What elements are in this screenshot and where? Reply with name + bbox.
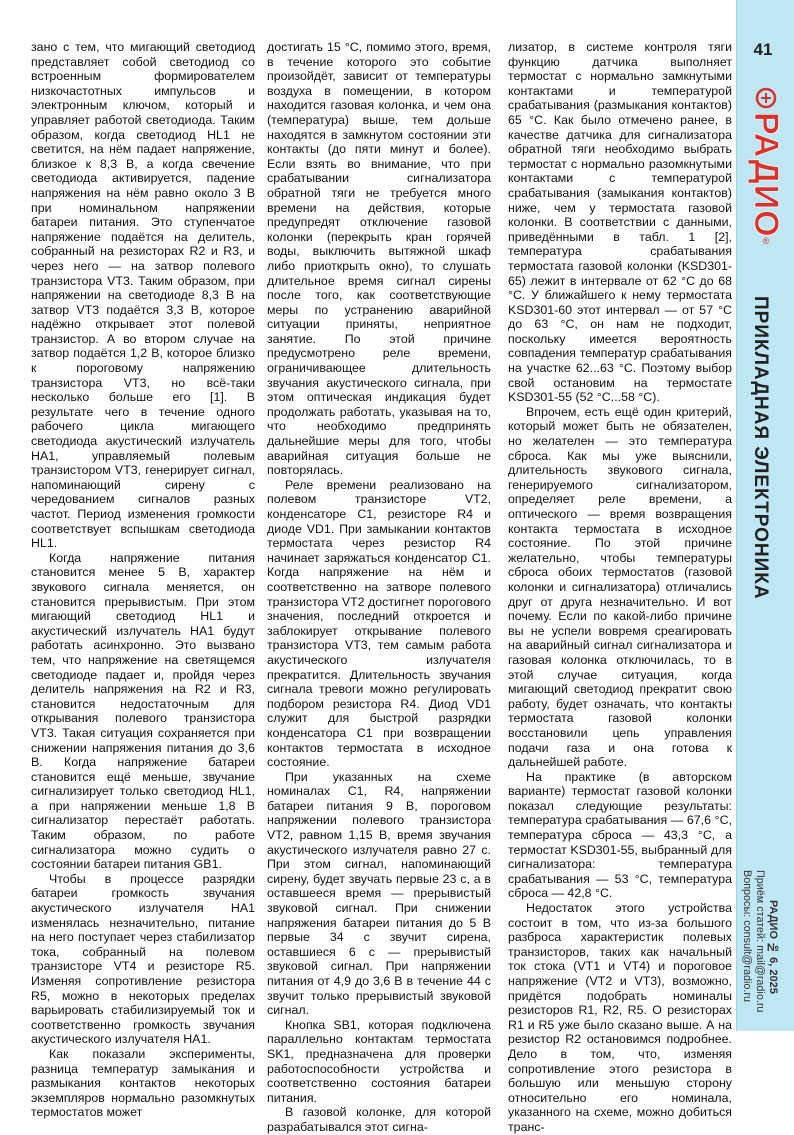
text-column-3 (508, 40, 732, 1135)
logo-wordmark: РАДИО (747, 112, 785, 238)
paragraph: Когда напряжение питания становится менее 5 В, характер звукового сигнала меняется, он становится прерывистым. При этом мигающий светодиод HL1 и акустический излучатель HA1 будут работать асинхронно. Это вызвано тем, что напряжение на светящемся светодиоде падает и, пройдя через делитель напряжения на R2 и R3, становится недостаточным для открывания полевого транзистора VT3. Такая ситуация сохраняется при снижении напряжения питания до 3,6 В. Когда напряжение батареи становится ещё меньше, звучание сигнализирует только светодиод HL1, а при напряжении меньше 1,8 В сигнализатор перестаёт работать. Таким образом, по работе сигнализатора можно судить о состоянии батареи питания GB1. (31, 550, 255, 872)
text-column-2 (267, 40, 491, 1135)
paragraph: зано с тем, что мигающий светодиод представляет собой светодиод со встроенным формирователем низкочастотных импульсов и электронным ключом, который и управляет работой светодиода. Таким образом, когда светодиод HL1 не светится, на нём падает напряжение, близкое к 8,3 В, а когда свечение светодиода активируется, падение напряжения на нём равно около 3 В при номинальном напряжении батареи питания. Это ступенчатое напряжение подаётся на делитель, собранный на резисторах R2 и R3, и через него — на затвор полевого транзистора VT3. Таким образом, при напряжении на светодиоде 8,3 В на затвор VT3 подаётся 3,3 В, которое надёжно открывает этот полевой транзистор. А во втором случае на затвор подаётся 1,2 В, которое близко к пороговому напряжению транзистора VT3, но всё-таки несколько больше его [1]. В результате чего в течение одного рабочего цикла мигающего светодиода акустический излучатель HA1, управляемый полевым транзистором VT3, генерирует сигнал, напоминающий сирену с чередованием сигналов разных частот. Период изменения громкости соответствует вспышкам светодиода HL1. (31, 40, 255, 551)
contacts-line-1: Приём статей: mail@radio.ru (754, 870, 766, 1013)
issue-label: РАДИО № 6, 2025 (767, 900, 779, 994)
contacts-line-2: Вопросы: consult@radio.ru (741, 870, 753, 1002)
section-title: ПРИКЛАДНАЯ ЭЛЕКТРОНИКА (750, 296, 771, 600)
paragraph: В газовой колонке, для которой разрабатывался этот сигна- (267, 1105, 491, 1134)
paragraph: Чтобы в процессе разрядки батареи громкость звучания акустического излучателя HA1 изменялась незначительно, питание на него поступает через стабилизатор тока, собранный на полевом транзисторе VT4 и резисторе R5. Изменяя сопротивление резистора R5, можно в некоторых пределах варьировать стабилизируемый ток и соответственно громкость звучания акустического излучателя HA1. (31, 871, 255, 1047)
paragraph: Как показали эксперименты, разница температур замыкания и размыкания контактов некоторых экземпляров нормально разомкнутых термостатов может (31, 1046, 255, 1120)
paragraph: достигать 15 °С, помимо этого, время, в течение которого это событие произойдёт, зависит от температуры воздуха в помещении, в котором находится газовая колонка, и чем она (температура) выше, тем дольше находятся в замкнутом состоянии эти контакты (до пяти минут и более). Если взять во внимание, что при срабатывании сигнализатора обратной тяги не требуется много времени на действия, которые предупредят отключение газовой колонки (перекрыть кран горячей воды, выключить вытяжной шкаф либо приоткрыть окно), то слушать длительное время сигнал сирены после того, как соответствующие меры по устранению аварийной ситуации приняты, неприятное занятие. По этой причине предусмотрено реле времени, ограничивающее длительность звучания акустического сигнала, при этом оптическая индикация будет продолжать работать, указывая на то, что необходимо предпринять дальнейшие меры для того, чтобы аварийная ситуация больше не повторялась. (267, 40, 491, 478)
svg-text:®: ® (762, 236, 770, 246)
magazine-sidebar (736, 0, 794, 1031)
submission-contacts (740, 870, 766, 1012)
paragraph: Реле времени реализовано на полевом транзисторе VT2, конденсаторе C1, резисторе R4 и диоде VD1. При замыкании контактов термостата через резистор R4 начинает заряжаться конденсатор C1. Когда напряжение на нём и соответственно на затворе полевого транзистора VT2 достигнет порогового значения, последний откроется и заблокирует открывание полевого транзистора VT3, тем самым работа акустического излучателя прекратится. Длительность звучания сигнала тревоги можно регулировать подбором резистора R4. Диод VD1 служит для быстрой разрядки конденсатора C1 при возвращении контактов термостата в исходное состояние. (267, 477, 491, 770)
radio-logo (741, 82, 791, 252)
text-column-1 (31, 40, 255, 1120)
paragraph: При указанных на схеме номиналах C1, R4, напряжении батареи питания 9 В, пороговом напряжении полевого транзистора VT2, равном 1,15 В, время звучания акустического излучателя равно 27 с. При этом сигнал, напоминающий сирену, будет звучать первые 23 с, а в оставшееся время — прерывистый звуковой сигнал. При снижении напряжения батареи питания до 5 В первые 34 с звучит сирена, оставшиеся 6 с — прерывистый звуковой сигнал. При напряжении питания от 4,9 до 3,6 В в течение 44 с звучит только прерывистый звуковой сигнал. (267, 769, 491, 1018)
paragraph: На практике (в авторском варианте) термостат газовой колонки показал следующие результаты: температура срабатывания — 67,6 °С, температура сброса — 43,3 °С, а термостат KSD301-55, выбранный для сигнализатора: температура срабатывания — 53 °С, температура сброса — 42,8 °С. (508, 769, 732, 901)
paragraph: Недостаток этого устройства состоит в том, что из-за большого разброса характеристик полевых транзисторов, таких как начальный ток стока (VT1 и VT4) и пороговое напряжение (VT2 и VT3), возможно, придётся подобрать номиналы резисторов R1, R2, R5. О резисторах R1 и R5 уже было сказано выше. А на резистор R2 остановимся подробнее. Дело в том, что, изменяя сопротивление этого резистора в большую или меньшую сторону относительно его номинала, указанного на схеме, можно добиться транс- (508, 901, 732, 1134)
paragraph: Кнопка SB1, которая подключена параллельно контактам термостата SK1, предназначена для проверки работоспособности устройства и соответственно состояния батареи питания. (267, 1017, 491, 1105)
paragraph: Впрочем, есть ещё один критерий, который может быть не обязателен, но желателен — это температура сброса. Как мы уже выяснили, длительность звукового сигнала, генерируемого сигнализатором, определяет реле времени, а оптического — время возвращения контакта термостата в исходное состояние. По этой причине желательно, чтобы температуры сброса обоих термостатов (газовой колонки и сигнализатора) отличались друг от друга незначительно. И вот почему. Если по какой-либо причине вы не успели вовремя среагировать на аварийный сигнал сигнализатора и газовая колонка отключилась, то в этой случае ситуация, когда мигающий светодиод прекратит свою работу, будет означать, что контакты термостата газовой колонки восстановили цепь управления подачи газа и она готова к дальнейшей работе. (508, 404, 732, 770)
page-number: 41 (753, 40, 773, 59)
paragraph: лизатор, в системе контроля тяги функцию датчика выполняет термостат с нормально замкнутыми контактами и температурой срабатывания (размыкания контактов) 65 °С. Как было отмечено ранее, в качестве датчика для сигнализатора обратной тяги необходимо выбрать термостат с нормально разомкнутыми контактами с температурой срабатывания (замыкания контактов) ниже, чем у термостата газовой колонки. В соответствии с данными, приведёнными в табл. 1 [2], температура срабатывания термостата газовой колонки (KSD301-65) лежит в интервале от 62 °С до 68 °С. У ближайшего к нему термостата KSD301-60 этот интервал — от 57 °С до 63 °С, он нам не подходит, поскольку имеется вероятность совпадения температур срабатывания на участке 62...63 °С. Поэтому выбор свой остановим на термостате KSD301-55 (52 °С...58 °С). (508, 40, 732, 405)
